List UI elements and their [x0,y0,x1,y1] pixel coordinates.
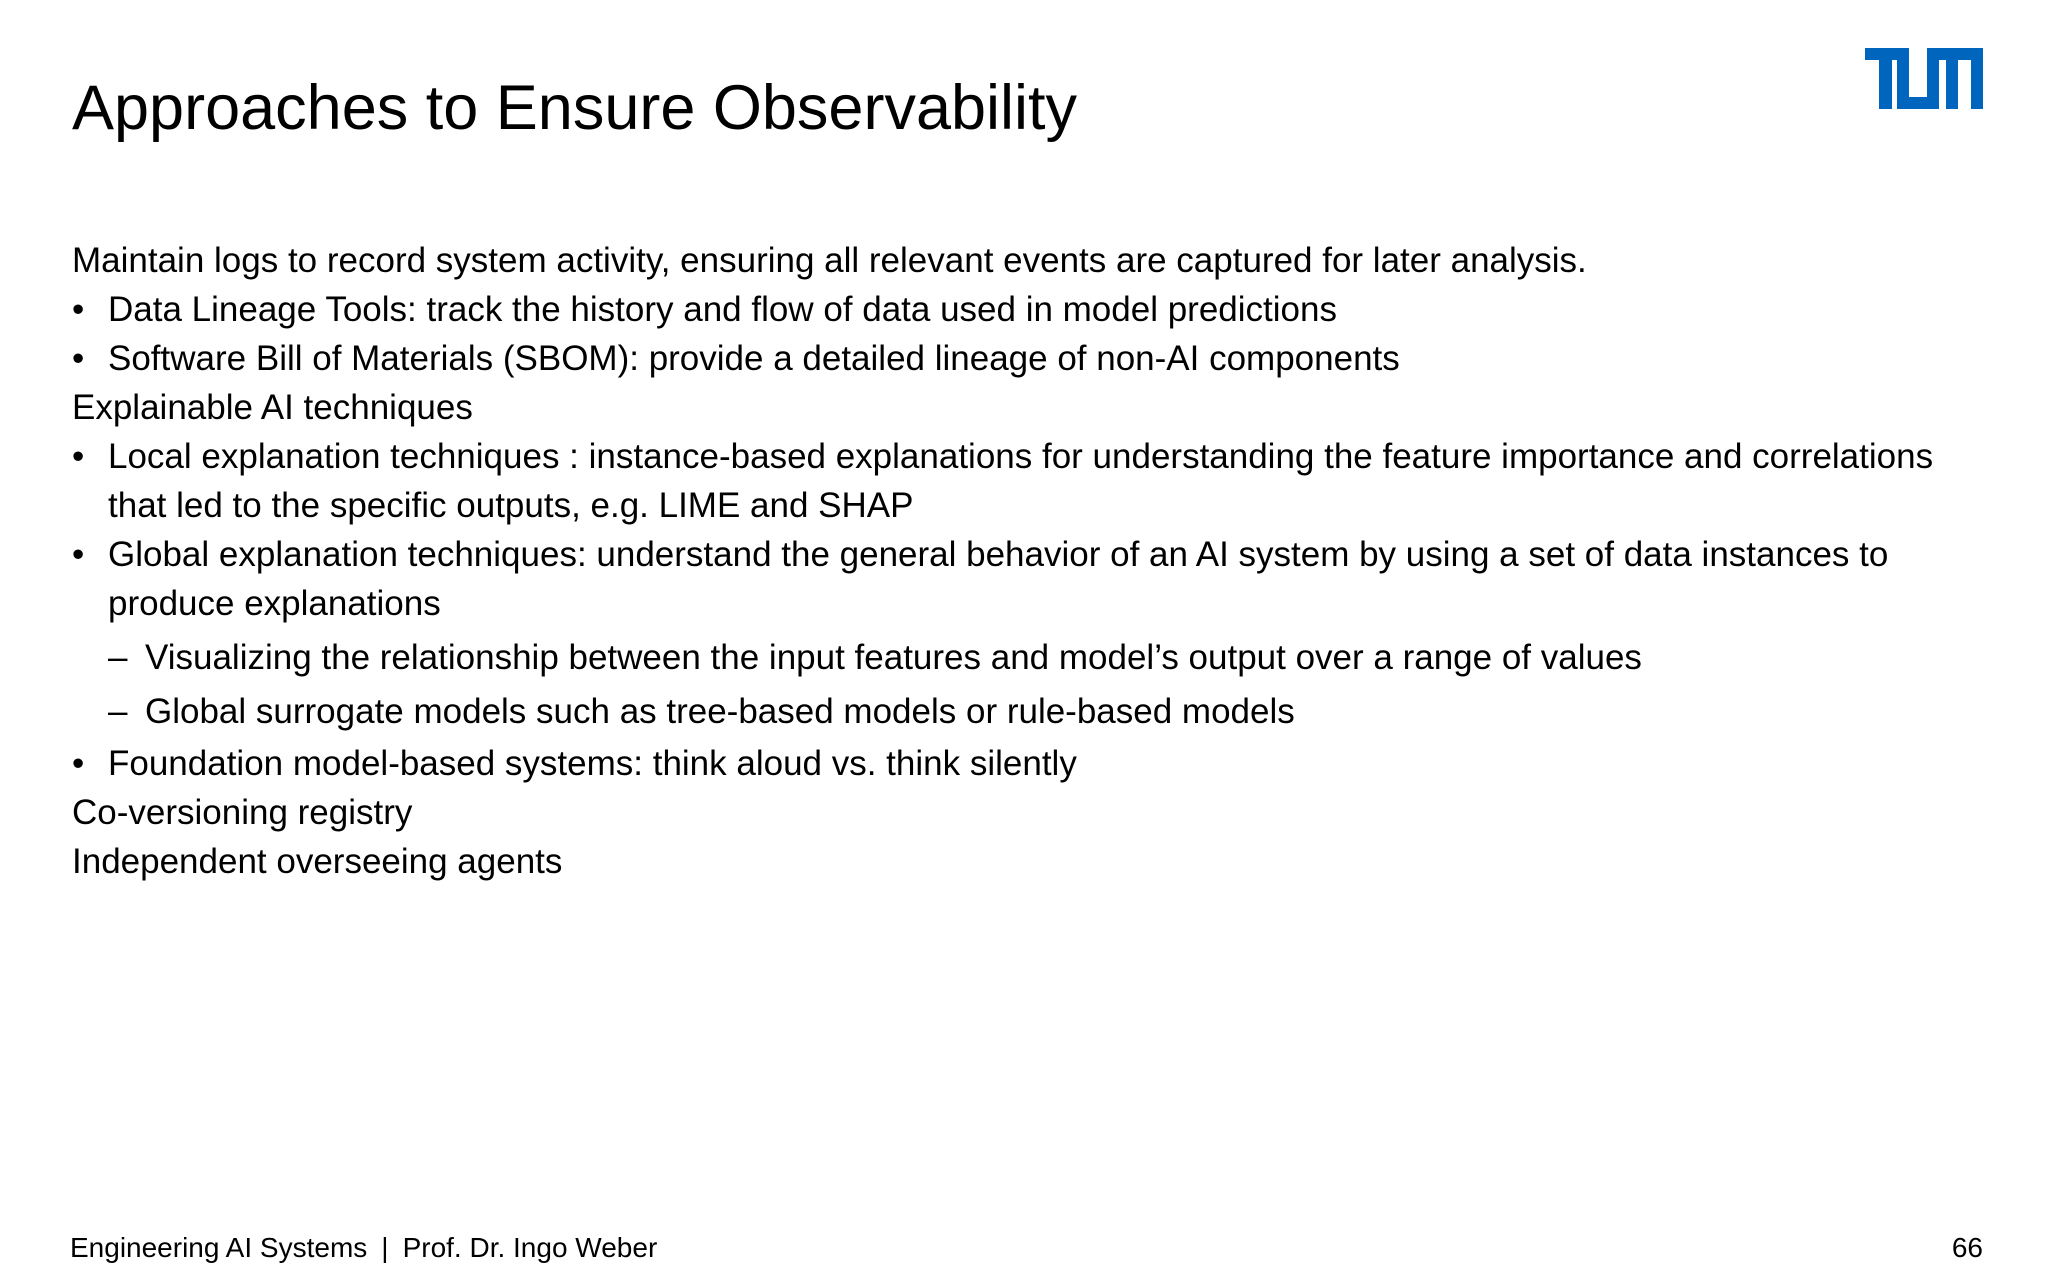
xai-heading-label: Explainable AI techniques [72,388,473,427]
list-item-label: Foundation model-based systems: think aloud vs. think silently [108,744,1077,783]
bullet-icon: • [72,744,85,783]
bullet-icon: • [72,339,85,378]
coversioning-text [72,788,1992,837]
list-item-continuation [72,579,1992,628]
footer-author: Prof. Dr. Ingo Weber [402,1232,658,1263]
list-item [72,285,1992,334]
dash-icon: – [108,638,128,677]
intro-text [72,236,1992,285]
dash-icon: – [108,692,128,731]
page-number: 66 [1951,1232,1983,1263]
list-item [72,432,1992,481]
coversioning-label: Co-versioning registry [72,793,413,832]
xai-heading [72,383,1992,432]
footer-separator: | [381,1232,389,1263]
sub-list-item-label: Visualizing the relationship between the input features and model’s output over a range of values [145,638,1642,677]
list-item-label: Data Lineage Tools: track the history and flow of data used in model predictions [108,290,1337,329]
list-item-label: produce explanations [108,584,441,623]
intro-label: Maintain logs to record system activity, ensuring all relevant events are captured for later analysis. [72,241,1587,280]
list-item [72,334,1992,383]
bullet-icon: • [72,437,85,476]
bullet-icon: • [72,535,85,574]
list-item [72,739,1992,788]
agents-label: Independent overseeing agents [72,842,563,881]
bullet-icon: • [72,290,85,329]
footer [70,1231,657,1265]
list-item-label: that led to the specific outputs, e.g. LIME and SHAP [108,486,914,525]
sub-list-item-label: Global surrogate models such as tree-based models or rule-based models [145,692,1295,731]
list-item-continuation [72,481,1992,530]
sub-list-item [72,631,1992,685]
footer-course: Engineering AI Systems [70,1232,368,1263]
slide-title: Approaches to Ensure Observability [72,73,1078,143]
list-item-label: Local explanation techniques : instance-based explanations for understanding the feature importance and correlations [108,437,1934,476]
list-item [72,530,1992,579]
list-item-label: Software Bill of Materials (SBOM): provide a detailed lineage of non-AI components [108,339,1400,378]
slide-body [72,236,1992,886]
list-item-label: Global explanation techniques: understand the general behavior of an AI system by using a set of data instances to [108,535,1889,574]
agents-text [72,837,1992,886]
sub-list-item [72,685,1992,739]
tum-logo-icon [1865,48,1983,109]
